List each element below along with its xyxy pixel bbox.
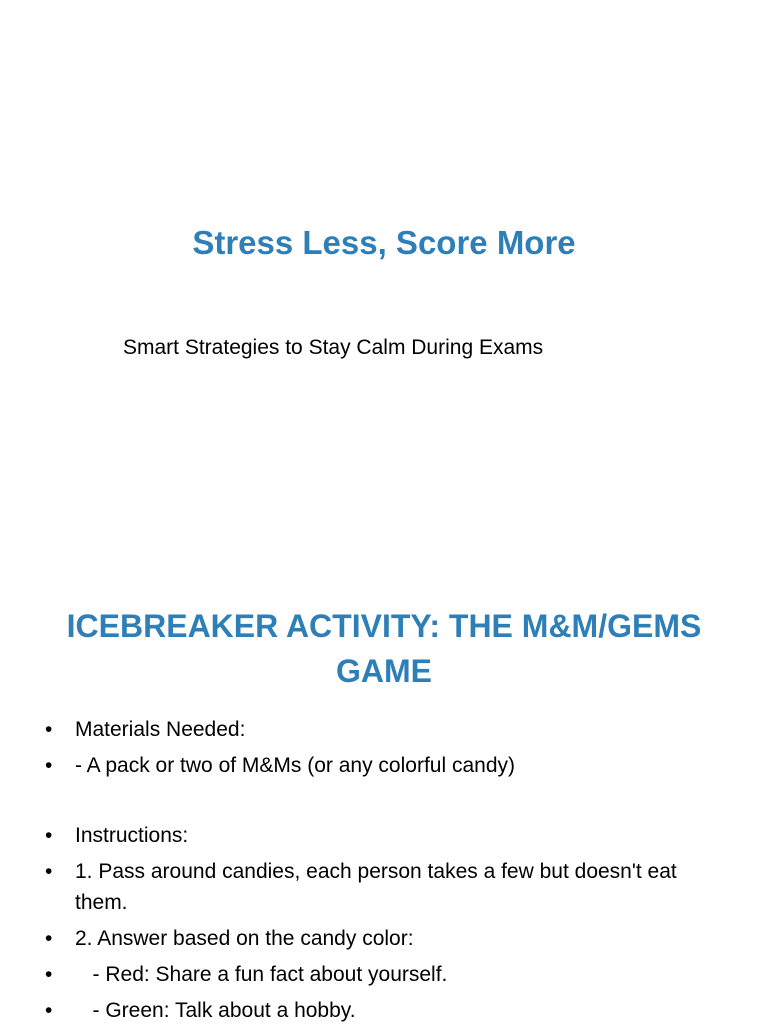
bullet-text: 1. Pass around candies, each person takes a few but doesn't eat them.	[75, 860, 683, 914]
bullet-text: Instructions:	[75, 824, 189, 847]
slide-subtitle: Smart Strategies to Stay Calm During Exams	[123, 336, 544, 359]
bullet-item	[0, 820, 768, 851]
bullet-text: - Green: Talk about a hobby.	[75, 999, 356, 1022]
bullet-item	[0, 750, 768, 781]
bullet-spacer	[0, 786, 768, 820]
bullet-text: - Red: Share a fun fact about yourself.	[75, 963, 448, 986]
bullet-item	[0, 959, 768, 990]
bullet-dot: •	[45, 718, 53, 741]
bullet-dot: •	[45, 754, 53, 777]
bullet-text: - A pack or two of M&Ms (or any colorful candy)	[75, 754, 515, 777]
slide-title: Stress Less, Score More	[192, 224, 576, 261]
bullet-item	[0, 714, 768, 745]
slide-title: ICEBREAKER ACTIVITY: THE M&M/GEMS GAME	[66, 608, 702, 689]
bullet-dot: •	[45, 963, 53, 986]
bullet-dot: •	[45, 927, 53, 950]
icebreaker-slide	[0, 576, 768, 1024]
bullet-item	[0, 856, 768, 918]
bullet-list	[0, 714, 768, 1024]
bullet-item	[0, 923, 768, 954]
bullet-item	[0, 995, 768, 1024]
bullet-dot: •	[45, 999, 53, 1022]
bullet-text: 2. Answer based on the candy color:	[75, 927, 414, 950]
bullet-dot: •	[45, 860, 53, 883]
bullet-text: Materials Needed:	[75, 718, 246, 741]
bullet-dot: •	[45, 824, 53, 847]
